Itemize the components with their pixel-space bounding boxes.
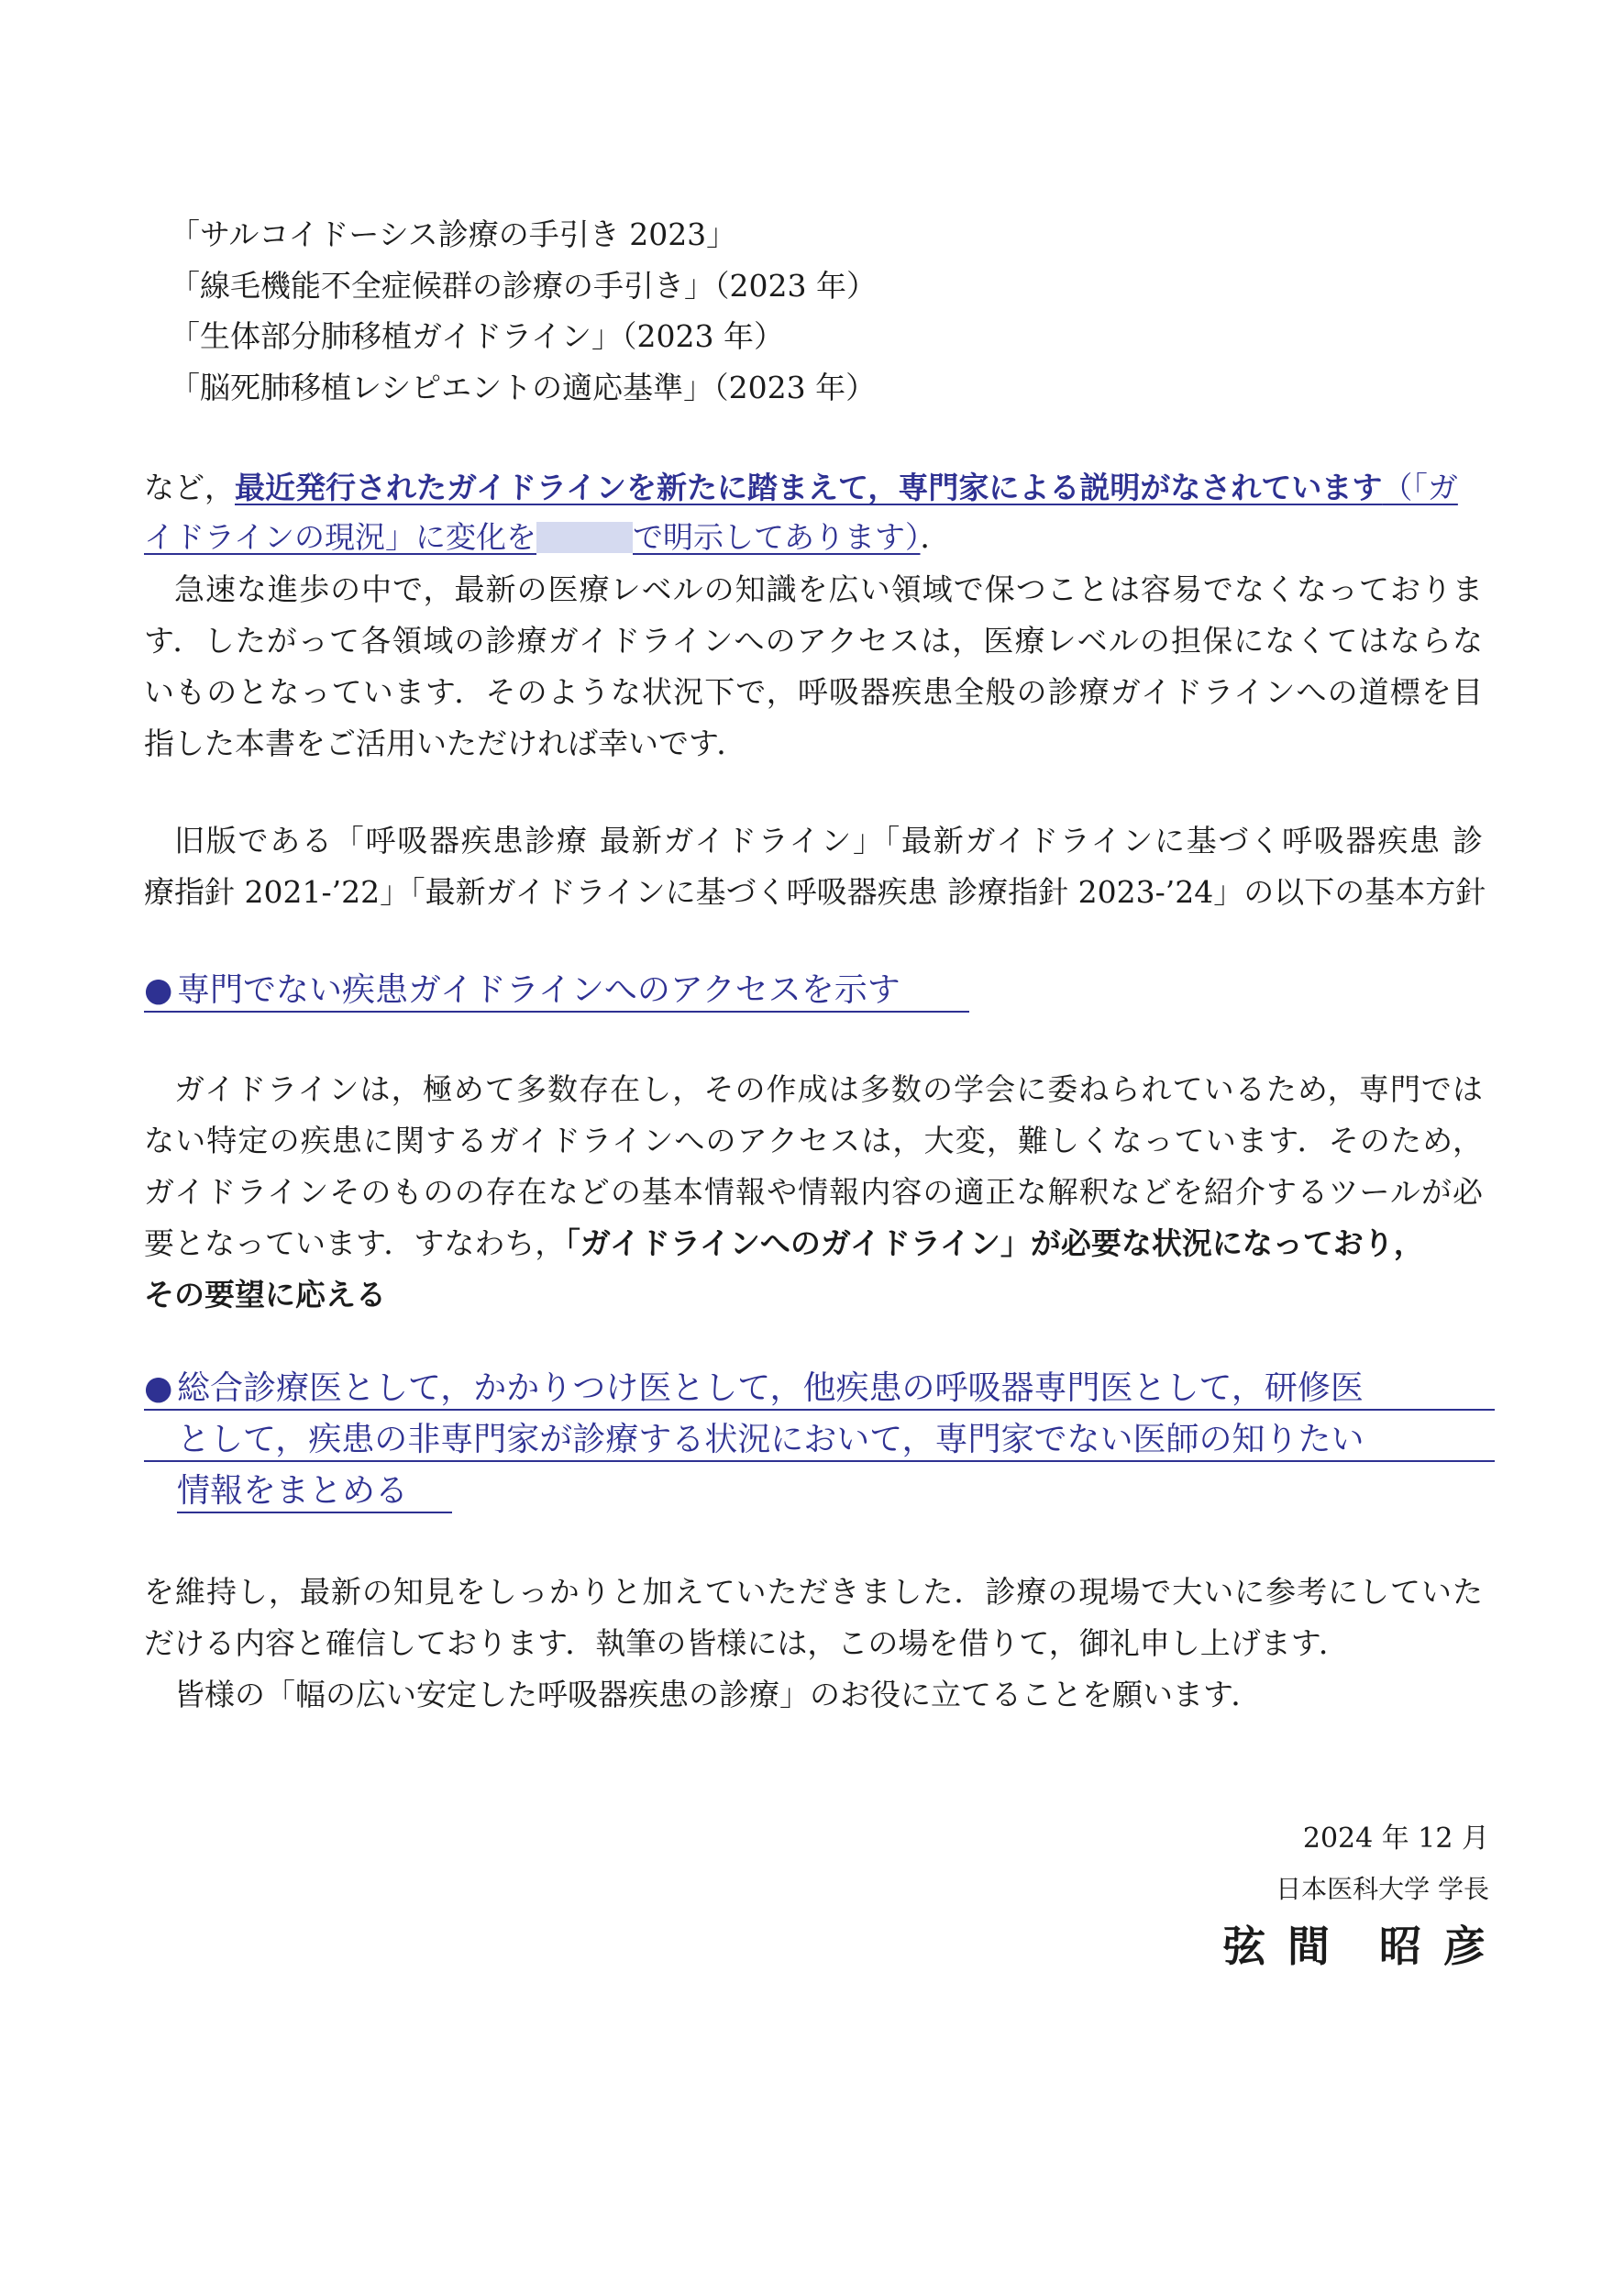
guideline-item: 「線毛機能不全症候群の診療の手引き」（2023 年） (170, 268, 877, 304)
para3-line: 療指針 2021-’22」「最新ガイドラインに基づく呼吸器疾患 診療指針 2023-’24」の以下の基本方針 (144, 874, 1486, 910)
para4-line: ガイドラインは，極めて多数存在し，その作成は多数の学会に委ねられているため，専門では (174, 1071, 1483, 1107)
para1-prefix: など， (144, 470, 235, 505)
para1-line2 (144, 514, 951, 561)
section-heading-2-text: 情報をまとめる (177, 1472, 409, 1510)
heading-underline (144, 1460, 1495, 1462)
section-heading-1-text: 専門でない疾患ガイドラインへのアクセスを示す (177, 971, 900, 1009)
section-heading-2-text: 総合診療医として，かかりつけ医として，他疾患の呼吸器専門医として，研修医 (177, 1369, 1364, 1407)
guideline-item: 「サルコイドーシス診療の手引き 2023」 (170, 216, 737, 252)
heading-underline (144, 1409, 1495, 1411)
para5-line: だける内容と確信しております．執筆の皆様には，この場を借りて，御礼申し上げます． (144, 1625, 1350, 1661)
para4-line: ガイドラインそのものの存在などの基本情報や情報内容の適正な解釈などを紹介するツールが必 (144, 1174, 1483, 1210)
signature-affiliation: 日本医科大学 学長 (1276, 1874, 1489, 1904)
guideline-item: 「脳死肺移植レシピエントの適応基準」（2023 年） (170, 370, 877, 405)
highlight-swatch (536, 522, 633, 553)
para4-line4-prefix: 要となっています．すなわち， (144, 1225, 566, 1261)
para5-line: を維持し，最新の知見をしっかりと加えていただきました．診療の現場で大いに参考にしていた (144, 1574, 1484, 1610)
signature-date: 2024 年 12 月 (1302, 1822, 1489, 1855)
bullet-icon: ● (144, 971, 173, 1009)
para1-tail: （「ガ (1382, 470, 1458, 505)
para2-line: 急速な進歩の中で，最新の医療レベルの知識を広い領域で保つことは容易でなくなっておりま (174, 571, 1483, 607)
section-heading-2 (144, 1363, 1495, 1517)
para1-note-a: イドラインの現況」に変化を (144, 519, 537, 555)
para1-line1 (144, 464, 1483, 512)
para2-line: いものとなっています．そのような状況下で，呼吸器疾患全般の診療ガイドラインへの道標を目 (144, 674, 1483, 710)
section-heading-1 (144, 965, 1495, 1016)
para1-emphasis: 最近発行されたガイドラインを新たに踏まえて，専門家による説明がなされています (235, 470, 1383, 505)
para4-emphasis-line: その要望に応える (144, 1277, 386, 1313)
para2-line: 指した本書をご活用いただければ幸いです． (144, 726, 747, 761)
heading-underline (144, 1011, 969, 1013)
para2-line: す．したがって各領域の診療ガイドラインへのアクセスは，医療レベルの担保になくてはならな (144, 623, 1483, 659)
para4-line: ない特定の疾患に関するガイドラインへのアクセスは，大変，難しくなっています．そのため， (144, 1123, 1483, 1158)
heading-underline (177, 1512, 452, 1513)
signature-name: 弦 間 昭 彦 (1222, 1922, 1489, 1971)
para1-note-b: で明示してあります） (633, 519, 921, 555)
para4-line (144, 1220, 1483, 1268)
para1-period: ． (920, 519, 951, 555)
bullet-icon: ● (144, 1369, 173, 1407)
para3-line: 旧版である「呼吸器疾患診療 最新ガイドライン」「最新ガイドラインに基づく呼吸器疾患 診 (174, 823, 1483, 858)
para5-line: 皆様の「幅の広い安定した呼吸器疾患の診療」のお役に立てることを願います． (174, 1677, 1262, 1712)
section-heading-2-text: として，疾患の非専門家が診療する状況において，専門家でない医師の知りたい (177, 1421, 1364, 1458)
guideline-item: 「生体部分肺移植ガイドライン」（2023 年） (170, 318, 784, 354)
para4-emphasis: 「ガイドラインへのガイドライン」が必要な状況になっており， (565, 1225, 1424, 1261)
